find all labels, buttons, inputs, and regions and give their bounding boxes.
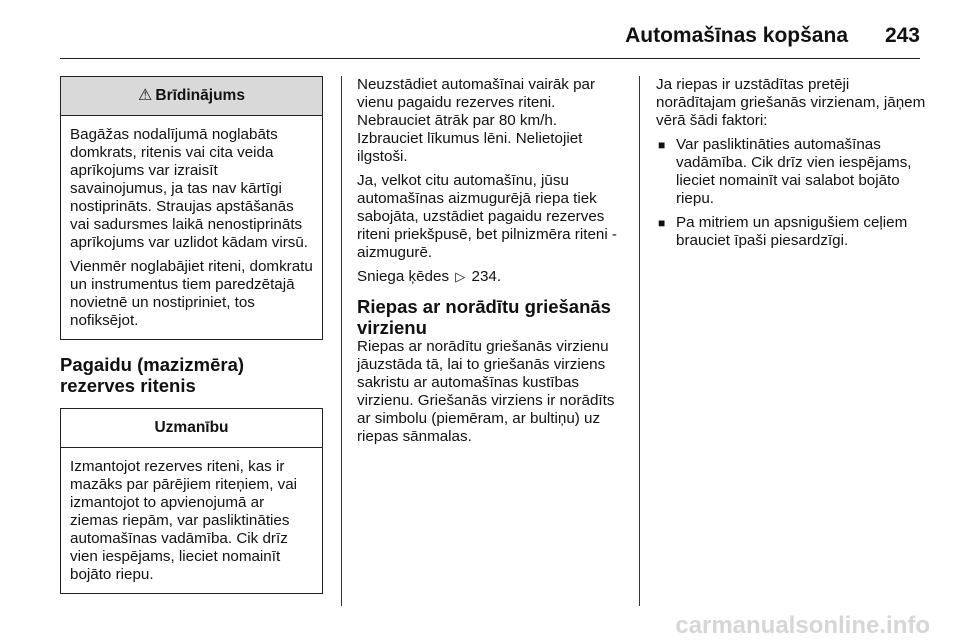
- watermark: carmanualsonline.info: [675, 612, 930, 639]
- column-3: [656, 76, 926, 256]
- directional-tyres-heading: Riepas ar norādītu griešanās virzienu: [357, 296, 611, 338]
- warning-box-header: [61, 77, 322, 116]
- caution-box-header: [61, 409, 322, 448]
- list-item: [656, 214, 926, 250]
- list-item-text: Var pasliktināties automašīnas vadāmība. Cik drīz vien iespējams, lieciet nomainīt vai salabot bojāto riepu.: [676, 136, 912, 207]
- warning-triangle-icon: ⚠: [138, 87, 153, 104]
- body-paragraph: Ja riepas ir uzstādītas pretēji norādītajam griešanās virzienam, jāņem vērā šādi faktori:: [656, 76, 926, 129]
- warning-box-body: [61, 116, 322, 339]
- section-title: Automašīnas kopšana: [625, 24, 848, 47]
- caution-box: [60, 408, 323, 594]
- warning-title: Brīdinājums: [155, 87, 245, 104]
- column-divider: [639, 76, 640, 606]
- snow-chains-reference: [357, 268, 627, 286]
- column-2: [357, 76, 627, 452]
- caution-box-body: [61, 448, 322, 593]
- snow-chains-text: Sniega ķēdes: [357, 268, 450, 285]
- list-item-text: Pa mitriem un apsnigušiem ceļiem brauciet īpaši piesardzīgi.: [676, 214, 908, 249]
- snow-chains-page: 234.: [471, 268, 502, 285]
- caution-paragraph: Izmantojot rezerves riteni, kas ir mazāks par pārējiem riteņiem, vai izmantojot to apvienojumā ar ziemas riepām, var pasliktināties automašīnas vadāmība. Cik drīz vien iespējams, lieciet nomainīt bojāto riepu.: [70, 458, 298, 583]
- warning-paragraph: Bagāžas nodalījumā noglabāts domkrats, ritenis vai cita veida aprīkojums var izraisīt savainojumus, ja tas nav kārtīgi nostiprināts. Straujas apstāšanās vai sadursmes laikā nenostiprināts aprīkojums var uzlidot kādam virsū.: [70, 126, 309, 251]
- page-header: [60, 18, 920, 59]
- square-bullet-icon: ■: [658, 216, 666, 230]
- warning-box: [60, 76, 323, 340]
- bullet-list: [656, 136, 926, 250]
- column-1: [60, 76, 323, 594]
- page-number: 243: [884, 24, 920, 47]
- caution-title: Uzmanību: [154, 419, 229, 436]
- body-paragraph: Riepas ar norādītu griešanās virzienu jāuzstāda tā, lai to griešanās virziens sakristu ar automašīnas kustības virzienu. Griešanās virziens ir norādīts ar simbolu (piemēram, ar bultiņu) uz riepas sānmalas.: [357, 338, 615, 445]
- body-paragraph: Ja, velkot citu automašīnu, jūsu automašīnas aizmugurējā riepa tiek sabojāta, uzstādiet pagaidu rezerves riteni priekšpusē, bet pilnizmēra riteni - aizmugurē.: [357, 172, 617, 261]
- column-divider: [341, 76, 342, 606]
- square-bullet-icon: ■: [658, 138, 666, 152]
- warning-paragraph: Vienmēr noglabājiet riteni, domkratu un instrumentus tiem paredzētajā novietnē un nostipriniet, tos nofiksējot.: [70, 258, 313, 329]
- page-reference-icon: ▷: [455, 269, 466, 284]
- spare-wheel-heading: Pagaidu (mazizmēra) rezerves ritenis: [60, 354, 245, 396]
- body-paragraph: Neuzstādiet automašīnai vairāk par vienu pagaidu rezerves riteni. Nebrauciet ātrāk par 80 km/h. Izbrauciet līkumus lēni. Nelietojiet ilgstoši.: [357, 76, 596, 165]
- list-item: [656, 136, 926, 208]
